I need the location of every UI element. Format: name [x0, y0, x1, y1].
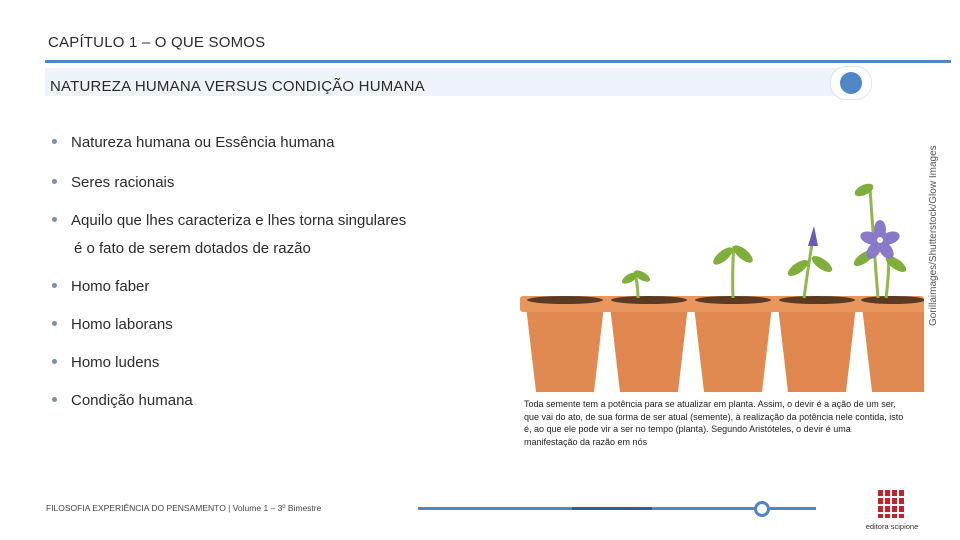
bullet-item: [52, 174, 174, 191]
bullet-text: Aquilo que lhes caracteriza e lhes torna singulares: [71, 212, 407, 229]
bullet-item: [52, 354, 159, 371]
bullet-dot-icon: [52, 217, 57, 222]
bullet-text: Homo faber: [71, 278, 150, 295]
footer-text: FILOSOFIA EXPERIÊNCIA DO PENSAMENTO | Volume 1 – 3º Bimestre: [46, 503, 322, 513]
bullet-dot-icon: [52, 359, 57, 364]
bullet-item: [52, 278, 149, 295]
bullet-dot-icon: [52, 283, 57, 288]
chapter-title: CAPÍTULO 1 – O QUE SOMOS: [48, 34, 266, 51]
bullet-dot-icon: [52, 321, 57, 326]
seedling-pots-photo: [508, 128, 924, 392]
bullet-text: Seres racionais: [71, 174, 175, 191]
photo-caption: Toda semente tem a potência para se atualizar em planta. Assim, o devir é a ação de um ser, que vai do ato, de sua forma de ser atual (semente), à realização da potência nele contida, isto é, ao que ele pode vir a ser no tempo (planta). Segundo Aristóteles, o devir é uma manifestação da razão em nós: [524, 399, 904, 447]
bullet-dot-icon: [52, 139, 57, 144]
bullet-item: [52, 316, 173, 333]
section-title: NATUREZA HUMANA VERSUS CONDIÇÃO HUMANA: [50, 78, 425, 95]
bullet-dot-icon: [52, 179, 57, 184]
bullet-item: [52, 392, 193, 409]
bullet-continuation: é o fato de serem dotados de razão: [74, 240, 311, 257]
header-divider: [45, 60, 951, 63]
bullet-dot-icon: [52, 397, 57, 402]
bullet-item: [52, 134, 335, 151]
photo-credit: Gorillaimages/Shutterstock/Glow Images: [928, 145, 939, 326]
bullet-text: Homo laborans: [71, 316, 173, 333]
footer-circle-icon: [754, 501, 770, 517]
header-ornament: [830, 66, 872, 100]
bullet-text: Homo ludens: [71, 354, 160, 371]
bullet-text: Condição humana: [71, 392, 193, 409]
publisher-name: editora scipione: [865, 522, 919, 531]
bullet-item: [52, 212, 406, 229]
bullet-text: Natureza humana ou Essência humana: [71, 134, 335, 151]
header-dot-icon: [840, 72, 862, 94]
footer-line-accent: [572, 507, 652, 510]
